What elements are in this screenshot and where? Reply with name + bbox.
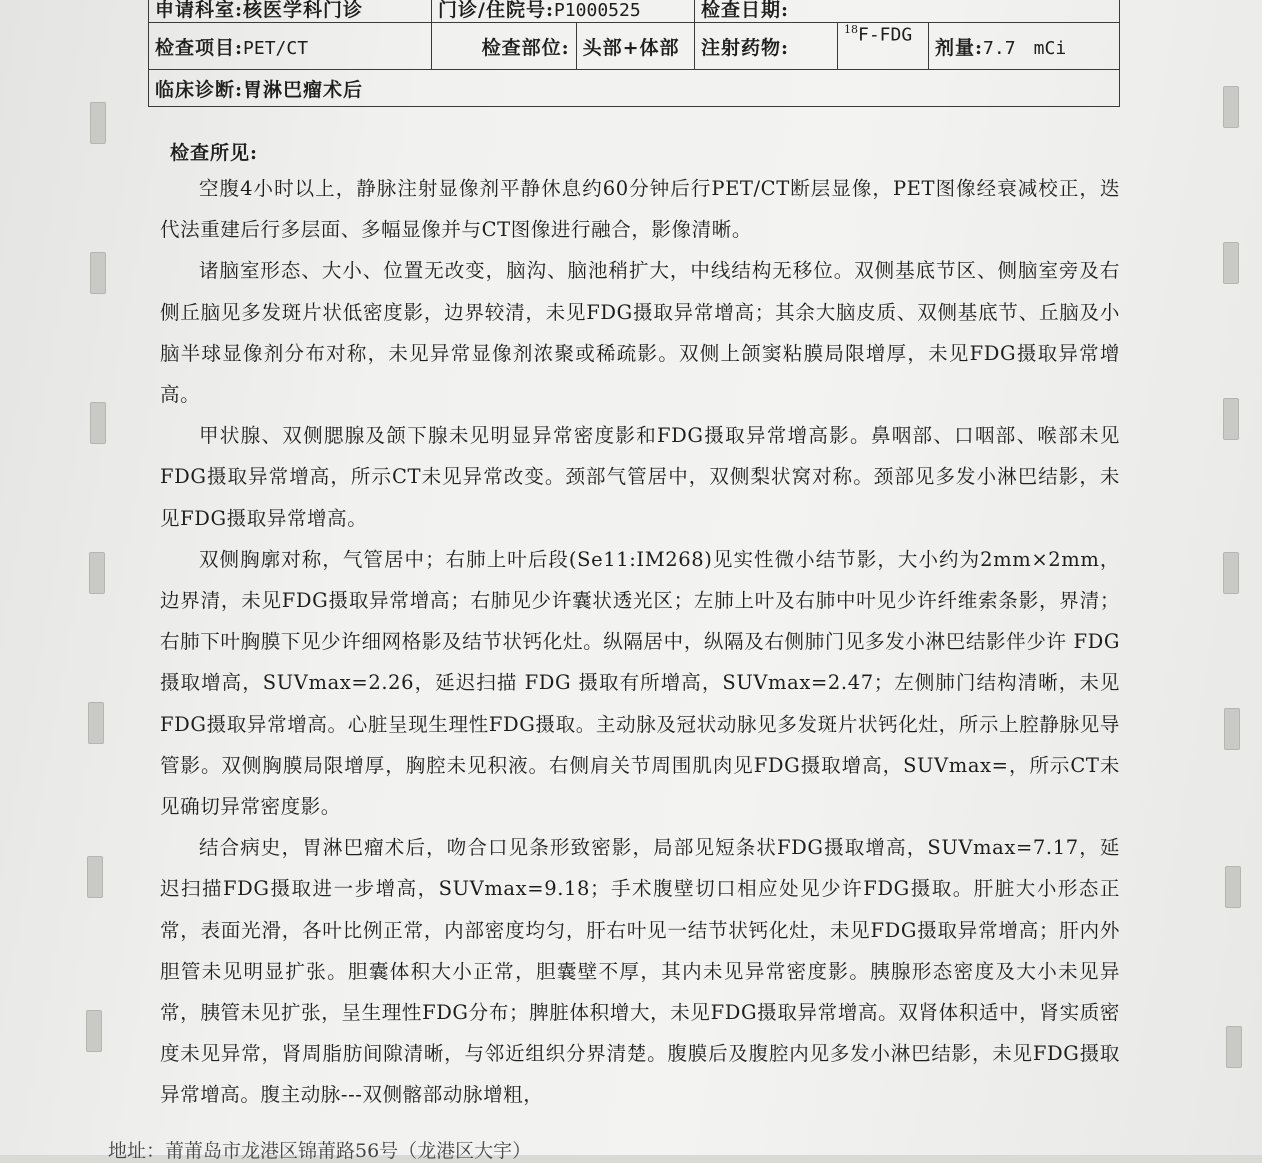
perforation-hole [1223,86,1239,128]
diagnosis-value: 胃淋巴瘤术后 [243,78,364,101]
perforation-hole [1225,866,1241,908]
exam-item-label: 检查项目: [155,36,244,59]
dose-unit: mCi [1033,37,1067,59]
exam-date-label: 检查日期: [701,0,790,21]
perforation-hole [89,552,105,594]
perforation-hole [1226,1026,1242,1068]
perforation-hole [90,402,106,444]
exam-site-label-cell [432,23,577,70]
exam-item-value: PET/CT [243,37,309,59]
findings-body [160,168,1120,1116]
findings-paragraph: 双侧胸廓对称，气管居中；右肺上叶后段(Se11:IM268)见实性微小结节影，大小约为2mm×2mm，边界清，未见FDG摄取异常增高；右肺见少许囊状透光区；左肺上叶及右肺中叶见少许纤维索条影，界清；右肺下叶胸膜下见少许细网格影及结节状钙化灶。纵隔居中，纵隔及右侧肺门见多发小淋巴结影伴少许 FDG 摄取增高，SUVmax=2.26，延迟扫描 FDG 摄取有所增高，SUVmax=2.47；左侧肺门结构清晰，未见FDG摄取异常增高。心脏呈现生理性FDG摄取。主动脉及冠状动脉见多发斑片状钙化灶，所示上腔静脉见导管影。双侧胸膜局限增厚，胸腔未见积液。右侧肩关节周围肌肉见FDG摄取增高，SUVmax=，所示CT未见确切异常密度影。 [160,547,1120,819]
exam-info-row-item [149,23,1120,70]
dose-label: 剂量: [935,36,984,59]
findings-paragraph: 结合病史，胃淋巴瘤术后，吻合口见条形致密影，局部见短条状FDG摄取增高，SUVmax=7.17，延迟扫描FDG摄取进一步增高，SUVmax=9.18；手术腹壁切口相应处见少许FDG摄取。肝脏大小形态正常，表面光滑，各叶比例正常，内部密度均匀，肝右叶见一结节状钙化灶，未见FDG摄取异常增高；肝内外胆管未见明显扩张。胆囊体积大小正常，胆囊壁不厚，其内未见异常密度影。胰腺形态密度及大小未见异常，胰管未见扩张，呈生理性FDG分布；脾脏体积增大，未见FDG摄取异常增高。双肾体积适中，肾实质密度未见异常，肾周脂肪间隙清晰，与邻近组织分界清楚。腹膜后及腹腔内见多发小淋巴结影，未见FDG摄取异常增高。腹主动脉---双侧髂部动脉增粗， [160,836,1120,1107]
dept-cell [149,0,432,23]
perforation-hole [88,702,104,744]
perforation-hole [90,102,106,144]
drug-label: 注射药物: [701,36,790,59]
perforation-hole [1224,708,1240,750]
exam-info-row-dept [149,0,1120,23]
exam-info-row-diagnosis [149,70,1120,107]
findings-paragraph: 诸脑室形态、大小、位置无改变，脑沟、脑池稍扩大，中线结构无移位。双侧基底节区、侧脑室旁及右侧丘脑见多发斑片状低密度影，边界较清，未见FDG摄取异常增高；其余大脑皮质、双侧基底节、丘脑及小脑半球显像剂分布对称，未见异常显像剂浓聚或稀疏影。双侧上颌窦粘膜局限增厚，未见FDG摄取异常增高。 [160,259,1120,407]
dept-value: 核医学科门诊 [243,0,364,21]
perforation-hole [90,252,106,294]
dose-value: 7.7 [983,37,1016,59]
drug-value-cell [838,23,929,70]
perforation-hole [86,1010,102,1052]
exam-date-cell [695,0,1120,23]
patient-id-cell [432,0,695,23]
drug-value: F-FDG [858,24,913,46]
patient-id-value: P1000525 [553,0,641,21]
dept-label: 申请科室: [155,0,244,21]
diagnosis-cell [149,70,1120,107]
exam-item-cell [149,23,432,70]
dose-cell [929,23,1120,70]
exam-site-value: 头部+体部 [582,36,680,59]
perforation-hole [1223,242,1239,284]
exam-site-label: 检查部位: [481,36,570,59]
footer-address: 地址：莆莆岛市龙港区锦莆路56号（龙港区大宇） [108,1140,532,1162]
patient-id-label: 门诊/住院号: [438,0,554,21]
findings-paragraph: 空腹4小时以上，静脉注射显像剂平静休息约60分钟后行PET/CT断层显像，PET图像经衰减校正，迭代法重建后行多层面、多幅显像并与CT图像进行融合，影像清晰。 [160,177,1120,242]
perforation-hole [87,856,103,898]
findings-paragraph: 甲状腺、双侧腮腺及颌下腺未见明显异常密度影和FDG摄取异常增高影。鼻咽部、口咽部、喉部未见FDG摄取异常增高，所示CT未见异常改变。颈部气管居中，双侧梨状窝对称。颈部见多发小淋巴结影，未见FDG摄取异常增高。 [160,424,1120,530]
exam-info-table [148,0,1120,107]
perforation-hole [1223,552,1239,594]
left-perforation-strip [84,0,104,1155]
drug-label-cell [695,23,838,70]
exam-site-value-cell [576,23,694,70]
findings-title: 检查所见: [170,142,259,164]
drug-isotope-mass: 18 [844,23,858,36]
perforation-hole [1223,398,1239,440]
right-perforation-strip [1220,0,1240,1155]
diagnosis-label: 临床诊断: [155,78,244,101]
